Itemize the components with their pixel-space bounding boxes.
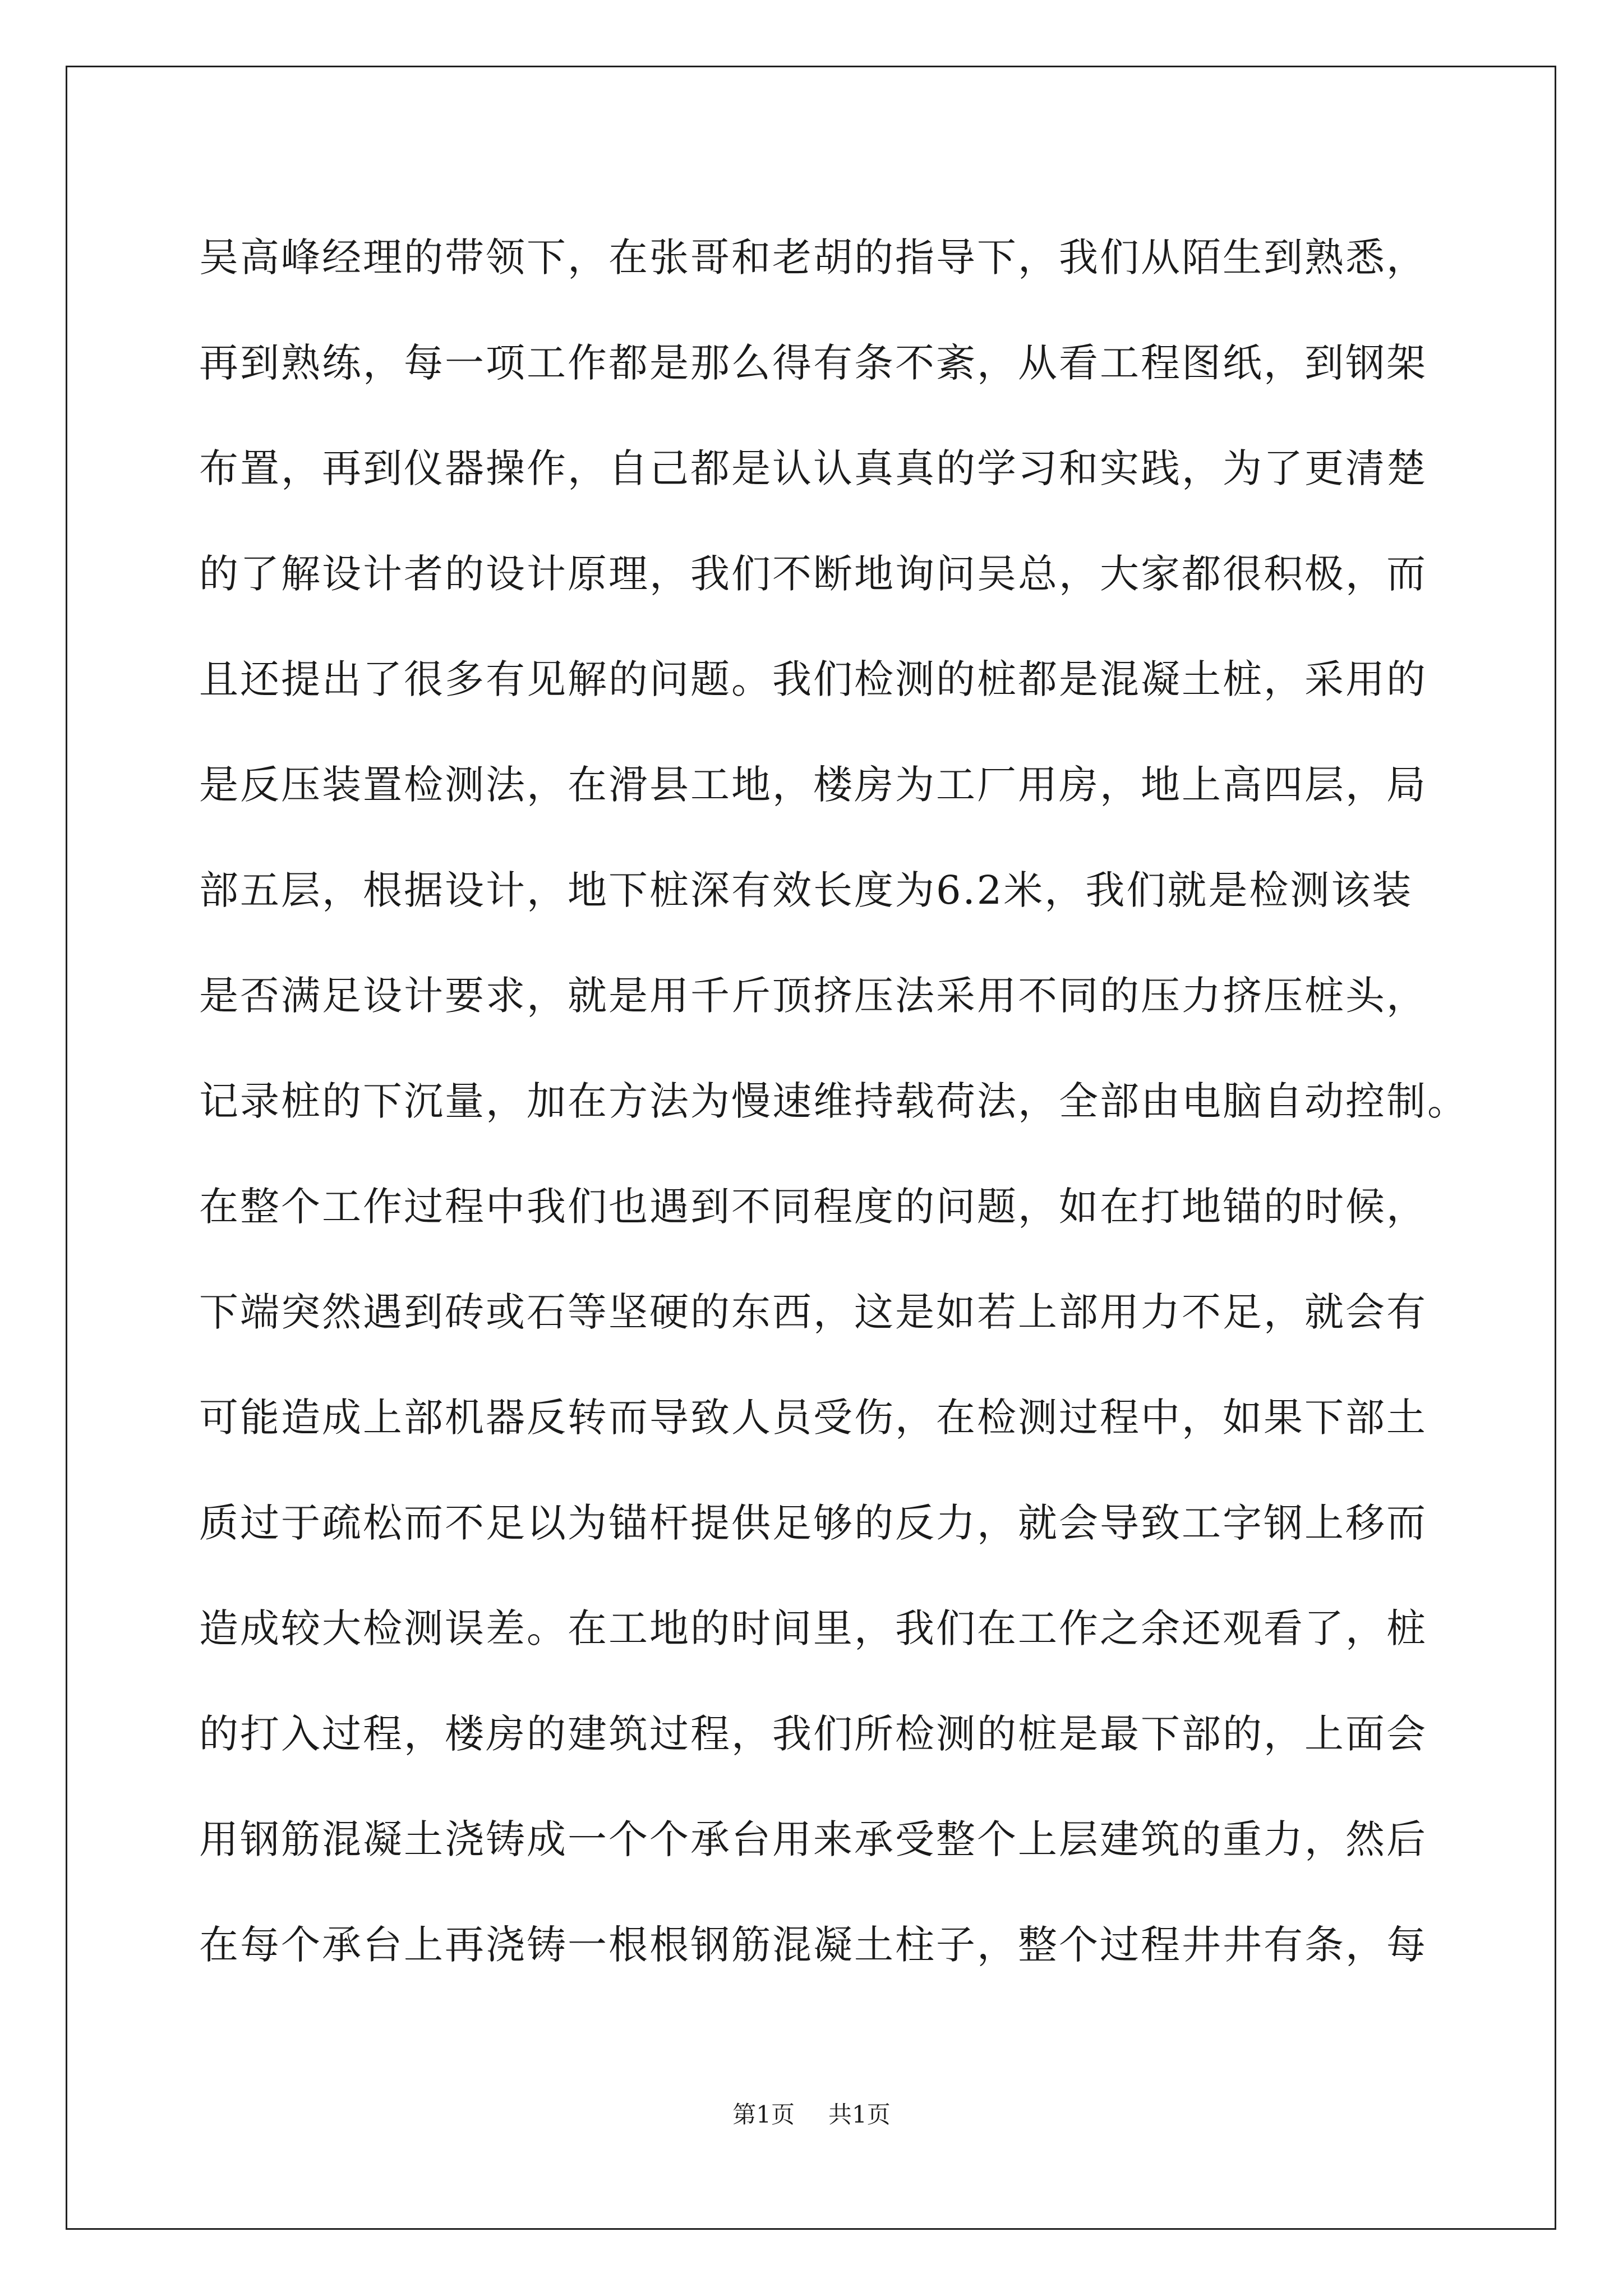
text-line: 部五层，根据设计，地下桩深有效长度为6.2米，我们就是检测该装 <box>199 867 1413 913</box>
text-line: 吴高峰经理的带领下，在张哥和老胡的指导下，我们从陌生到熟悉， <box>199 234 1427 280</box>
text-line: 再到熟练，每一项工作都是那么得有条不紊，从看工程图纸，到钢架 <box>199 340 1427 386</box>
text-line: 的了解设计者的设计原理，我们不断地询问吴总，大家都很积极，而 <box>199 551 1427 597</box>
text-line: 质过于疏松而不足以为锚杆提供足够的反力，就会导致工字钢上移而 <box>199 1500 1427 1546</box>
text-line: 的打入过程，楼房的建筑过程，我们所检测的桩是最下部的，上面会 <box>199 1711 1427 1757</box>
document-body <box>199 205 1467 1998</box>
text-line: 在每个承台上再浇铸一根根钢筋混凝土柱子，整个过程井井有条，每 <box>199 1922 1427 1968</box>
text-line: 用钢筋混凝土浇铸成一个个承台用来承受整个上层建筑的重力，然后 <box>199 1816 1427 1862</box>
text-line: 造成较大检测误差。在工地的时间里，我们在工作之余还观看了，桩 <box>199 1605 1427 1651</box>
text-line: 是否满足设计要求，就是用千斤顶挤压法采用不同的压力挤压桩头， <box>199 973 1427 1019</box>
page-total: 共1页 <box>828 2101 891 2128</box>
text-line: 是反压装置检测法，在滑县工地，楼房为工厂用房，地上高四层，局 <box>199 762 1427 808</box>
text-line: 可能造成上部机器反转而导致人员受伤，在检测过程中，如果下部土 <box>199 1395 1427 1441</box>
page-footer <box>0 2098 1623 2132</box>
text-line: 布置，再到仪器操作，自己都是认认真真的学习和实践，为了更清楚 <box>199 445 1427 491</box>
text-line: 且还提出了很多有见解的问题。我们检测的桩都是混凝土桩，采用的 <box>199 656 1427 702</box>
page-number: 第1页 <box>732 2101 795 2128</box>
text-line: 记录桩的下沉量，加在方法为慢速维持载荷法，全部由电脑自动控制。 <box>199 1078 1468 1124</box>
text-line: 在整个工作过程中我们也遇到不同程度的问题，如在打地锚的时候， <box>199 1184 1427 1230</box>
text-line: 下端突然遇到砖或石等坚硬的东西，这是如若上部用力不足，就会有 <box>199 1289 1427 1335</box>
